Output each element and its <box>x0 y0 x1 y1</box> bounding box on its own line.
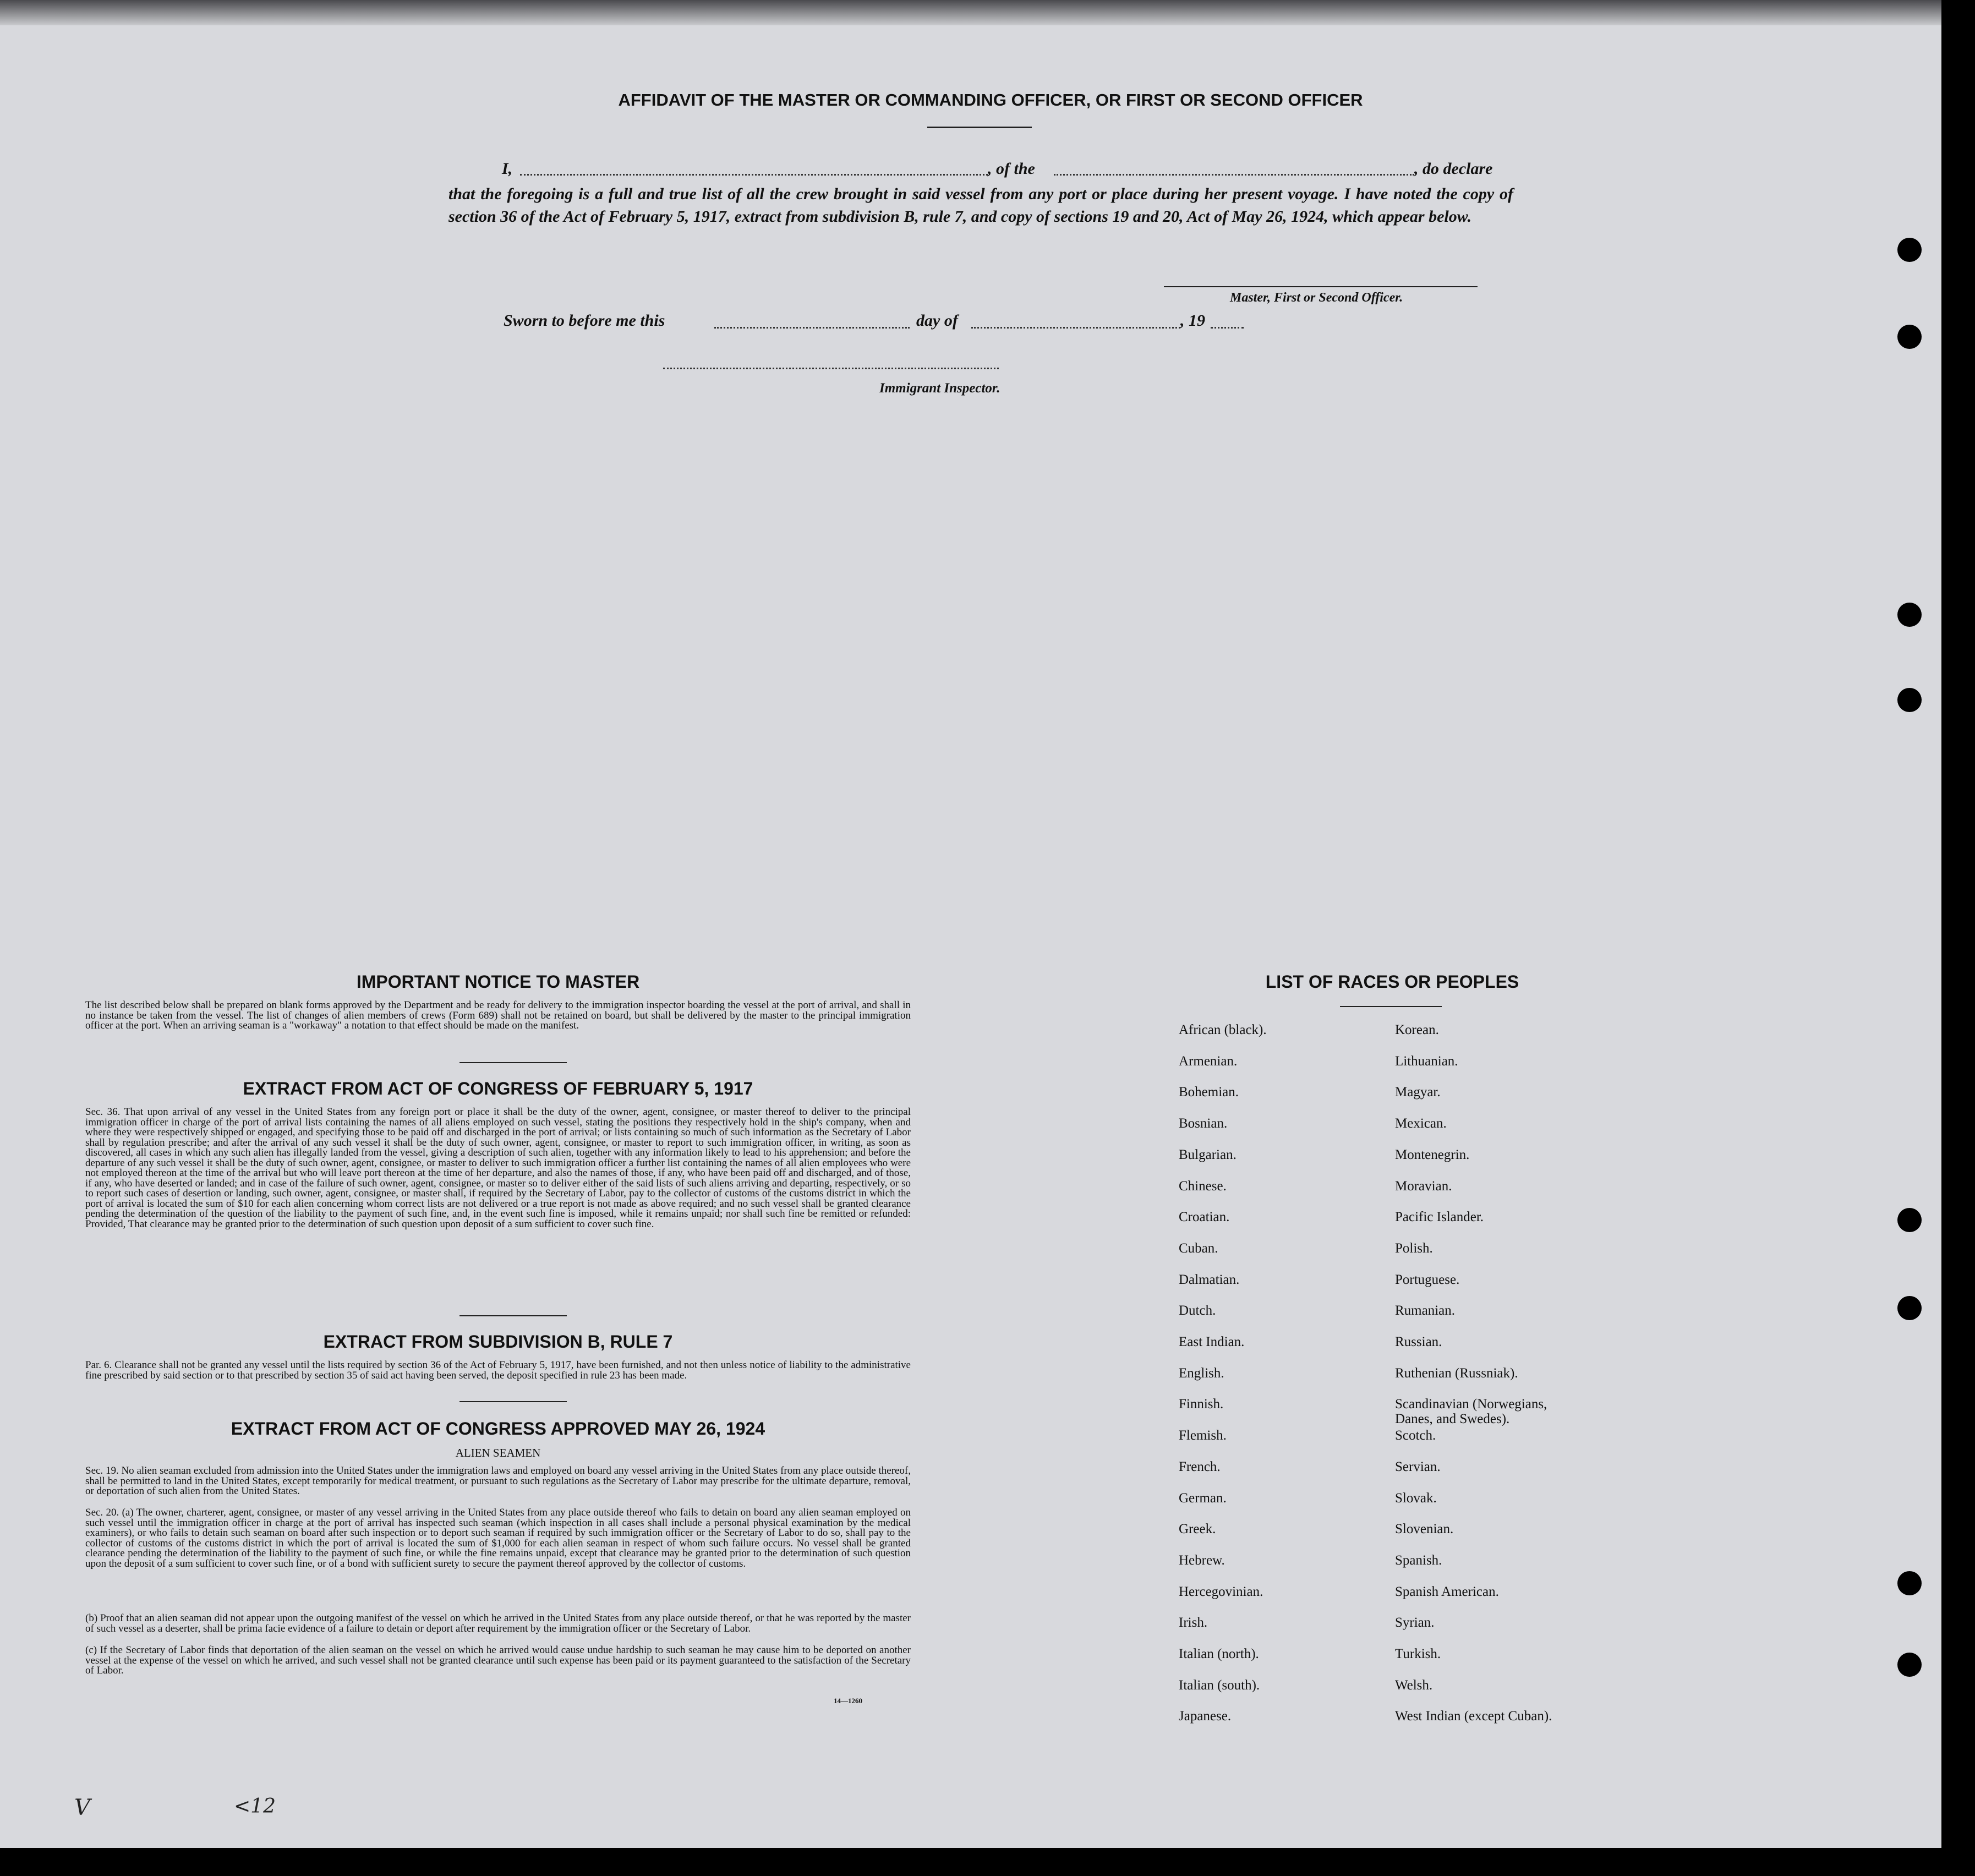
race-item: Portuguese. <box>1395 1272 1460 1287</box>
punch-hole <box>1897 688 1922 712</box>
race-item: West Indian (except Cuban). <box>1395 1709 1552 1724</box>
race-item: Moravian. <box>1395 1178 1452 1194</box>
race-item: Chinese. <box>1179 1178 1227 1194</box>
affidavit-body: that the foregoing is a full and true list of all the crew brought in said vessel from any port or place during her present voyage. I have noted the copy of section 36 of the Act of February 5, 1917, extract from subdivision B, rule 7, and copy of sections 19 and 20, Act of May 26, 1924, which appear below. <box>448 185 1513 226</box>
race-item: German. <box>1179 1490 1227 1506</box>
race-item: Slovenian. <box>1395 1522 1454 1537</box>
punch-hole <box>1897 1208 1922 1232</box>
section-divider <box>459 1062 567 1063</box>
race-item: African (black). <box>1179 1022 1267 1037</box>
race-item: Ruthenian (Russniak). <box>1395 1365 1518 1381</box>
year-label: , 19 <box>1180 311 1205 330</box>
race-item: Montenegrin. <box>1395 1147 1470 1162</box>
rule-7-title: EXTRACT FROM SUBDIVISION B, RULE 7 <box>323 1332 673 1352</box>
affidavit-title: AFFIDAVIT OF THE MASTER OR COMMANDING OFFICER, OR FIRST OR SECOND OFFICER <box>618 90 1363 110</box>
race-item: Bulgarian. <box>1179 1147 1237 1162</box>
year-line <box>1211 327 1244 329</box>
affidavit-of-the: , of the <box>988 160 1035 178</box>
race-item: Bosnian. <box>1179 1116 1228 1131</box>
punch-hole <box>1897 603 1922 627</box>
punch-hole <box>1897 1653 1922 1677</box>
notice-text: The list described below shall be prepared on blank forms approved by the Department and be ready for delivery to the immigration inspector boarding the vessel at the port of arrival, and shall in no instance be taken from the vessel. The list of changes of alien members of crews (Form 689) shall not be retained on board, but shall be delivered by the master to the principal immigration officer at the port. When an arriving seaman is a "workaway" a notation to that effect should be made on the manifest. <box>85 999 911 1031</box>
act-1924-subtitle: ALIEN SEAMEN <box>455 1446 541 1459</box>
handwritten-mark: V <box>74 1795 90 1820</box>
act-1924-sec19: Sec. 19. No alien seaman excluded from admission into the United States under the immigration laws and employed on board any vessel arriving in the United States from any place outside thereof, shall be permitted to land in the United States, except temporarily for medical treatment, or pursuant to such regulations as the Secretary of Labor may prescribe for the ultimate departure, removal, or deportation of such alien from the United States. <box>85 1465 911 1497</box>
sworn-month-line <box>971 327 1180 329</box>
race-item: Korean. <box>1395 1022 1439 1037</box>
race-item: Spanish. <box>1395 1552 1442 1568</box>
race-item: Finnish. <box>1179 1397 1224 1412</box>
act-1924-sec20c: (c) If the Secretary of Labor finds that deportation of the alien seaman on the vessel on which he arrived would cause undue hardship to such seaman he may cause him to be deported on another vessel at the expense of the vessel on which he arrived, and such vessel shall not be granted clearance until such expense has been paid or its payment guaranteed to the satisfaction of the Secretary of Labor. <box>85 1644 911 1676</box>
scan-top-edge <box>0 0 1941 25</box>
race-item: Magyar. <box>1395 1085 1441 1100</box>
race-item: Turkish. <box>1395 1647 1441 1661</box>
race-item: Armenian. <box>1179 1053 1238 1069</box>
affidavit-title-rule <box>927 127 1032 128</box>
race-item: French. <box>1179 1459 1221 1474</box>
sworn-day-line <box>714 327 910 329</box>
race-item: Greek. <box>1179 1522 1216 1537</box>
handwritten-mark: <12 <box>234 1795 276 1818</box>
race-item: Dalmatian. <box>1179 1272 1240 1287</box>
rule-7-text: Par. 6. Clearance shall not be granted any vessel until the lists required by section 36 of the Act of February 5, 1917, have been furnished, and not then unless notice of liability to the administrative fine prescribed by said section or to that prescribed by section 35 of said act having been served, the deposit specified in rule 23 has been made. <box>85 1359 911 1381</box>
race-item: Scotch. <box>1395 1428 1436 1443</box>
race-item: Russian. <box>1395 1334 1442 1349</box>
section-divider <box>459 1401 567 1402</box>
race-item: Hebrew. <box>1179 1552 1225 1568</box>
race-item: Hercegovinian. <box>1179 1584 1263 1599</box>
act-1917-title: EXTRACT FROM ACT OF CONGRESS OF FEBRUARY 5, 1917 <box>243 1079 753 1098</box>
race-item: Syrian. <box>1395 1615 1435 1631</box>
notice-title: IMPORTANT NOTICE TO MASTER <box>356 972 640 992</box>
section-divider <box>459 1315 567 1316</box>
act-1924-sec20b: (b) Proof that an alien seaman did not appear upon the outgoing manifest of the vessel on which he arrived in the United States from any place outside thereof, or that he was reported by the master of such vessel as a deserter, shall be prima facie evidence of a failure to detain or deport after requirement by the immigration officer or the Secretary of Labor. <box>85 1612 911 1634</box>
race-item: Slovak. <box>1395 1490 1437 1506</box>
race-item: Japanese. <box>1179 1709 1232 1724</box>
race-item: Servian. <box>1395 1459 1441 1474</box>
race-item: Flemish. <box>1179 1428 1227 1443</box>
race-item: Rumanian. <box>1395 1303 1456 1319</box>
races-title: LIST OF RACES OR PEOPLES <box>1265 972 1519 992</box>
name-line <box>520 174 988 176</box>
race-item: Mexican. <box>1395 1116 1447 1131</box>
affidavit-i-label: I, <box>502 160 513 178</box>
form-number: 14—1260 <box>834 1697 862 1705</box>
affidavit-do-declare: , do declare <box>1414 160 1493 178</box>
race-item: Italian (north). <box>1179 1647 1259 1661</box>
master-signature-label: Master, First or Second Officer. <box>1230 291 1403 305</box>
race-item: Lithuanian. <box>1395 1053 1458 1069</box>
inspector-label: Immigrant Inspector. <box>879 381 1000 396</box>
sworn-label: Sworn to before me this <box>504 311 665 330</box>
punch-hole <box>1897 1296 1922 1320</box>
race-item: Pacific Islander. <box>1395 1210 1484 1225</box>
punch-hole <box>1897 325 1922 349</box>
act-1917-text: Sec. 36. That upon arrival of any vessel in the United States from any foreign port or place it shall be the duty of the owner, agent, consignee, or master thereof to deliver to the principal immigration officer in charge of the port of arrival lists containing the names of all aliens employed on such vessel, stating the positions they respectively hold in the ship's company, when and where they were respectively shipped or engaged, and specifying those to be paid off and discharged in the port of arrival; or lists containing so much of such information as the Secretary of Labor shall by regulation prescribe; and after the arrival of any such vessel it shall be the duty of such owner, agent, consignee, or master to report to such immigration officer, in writing, as soon as discovered, all cases in which any such alien has illegally landed from the vessel, giving a description of such alien, together with any information likely to lead to his apprehension; and before the departure of any such vessel it shall be the duty of such owner, agent, consignee, or master to deliver to such immigration officer a further list containing the names of all alien employees who were not employed thereon at the time of the arrival but who will leave port thereon at the time of her departure, and also the names of those, if any, who have been paid off and discharged, and of those, if any, who have deserted or landed; and in case of the failure of such owner, agent, consignee, or master so to deliver either of the said lists of such aliens arriving and departing, respectively, or so to report such cases of desertion or landing, such owner, agent, consignee, or master shall, if required by the Secretary of Labor, pay to the collector of customs of the customs district in which the port of arrival is located the sum of $10 for each alien concerning whom correct lists are not delivered or a true report is not made as above required; and no such vessel shall be granted clearance pending the determination of the question of the liability to the payment of such fine, and, in the event such fine is imposed, while it remains unpaid; nor shall such fine be remitted or refunded: Provided, That clearance may be granted prior to the determination of such question upon deposit of a sum sufficient to cover such fine. <box>85 1106 911 1230</box>
race-item: Welsh. <box>1395 1677 1433 1693</box>
act-1924-sec20a: Sec. 20. (a) The owner, charterer, agent, consignee, or master of any vessel arriving in the United States from any place outside thereof who fails to detain on board any alien seaman employed on such vessel until the immigration officer in charge at the port of arrival has inspected such seaman (which inspection in all cases shall include a personal physical examination by the medical examiners), or who fails to detain such seaman on board after such inspection or to deport such seaman if required by such immigration officer or the Secretary of Labor to do so, shall pay to the collector of customs of the customs district in which the port of arrival is located the sum of $1,000 for each alien seaman in respect of whom such failure occurs. No vessel shall be granted clearance pending the determination of the liability to the payment of such fine, or while the fine remains unpaid, except that clearance may be granted prior to the determination of such question upon the deposit of a sum sufficient to cover such fine, or of a bond with sufficient surety to secure the payment thereof approved by the collector of customs. <box>85 1507 911 1569</box>
race-item: Cuban. <box>1179 1240 1218 1256</box>
vessel-line <box>1054 174 1414 176</box>
race-item: Spanish American. <box>1395 1584 1499 1599</box>
race-item: Croatian. <box>1179 1210 1230 1225</box>
races-title-rule <box>1340 1006 1442 1007</box>
race-item: Irish. <box>1179 1615 1208 1631</box>
punch-hole <box>1897 238 1922 262</box>
master-signature-line <box>1164 286 1478 287</box>
race-item: Polish. <box>1395 1240 1433 1256</box>
day-of-label: day of <box>916 311 958 330</box>
race-item: Scandinavian (Norwegians, Danes, and Swedes). <box>1395 1397 1547 1427</box>
act-1924-title: EXTRACT FROM ACT OF CONGRESS APPROVED MAY 26, 1924 <box>231 1419 765 1439</box>
inspector-signature-line <box>663 368 999 369</box>
race-item: Bohemian. <box>1179 1085 1239 1100</box>
punch-hole <box>1897 1571 1922 1595</box>
race-item: East Indian. <box>1179 1334 1245 1349</box>
race-item: English. <box>1179 1365 1224 1381</box>
race-item: Italian (south). <box>1179 1677 1260 1693</box>
race-item: Dutch. <box>1179 1303 1216 1319</box>
